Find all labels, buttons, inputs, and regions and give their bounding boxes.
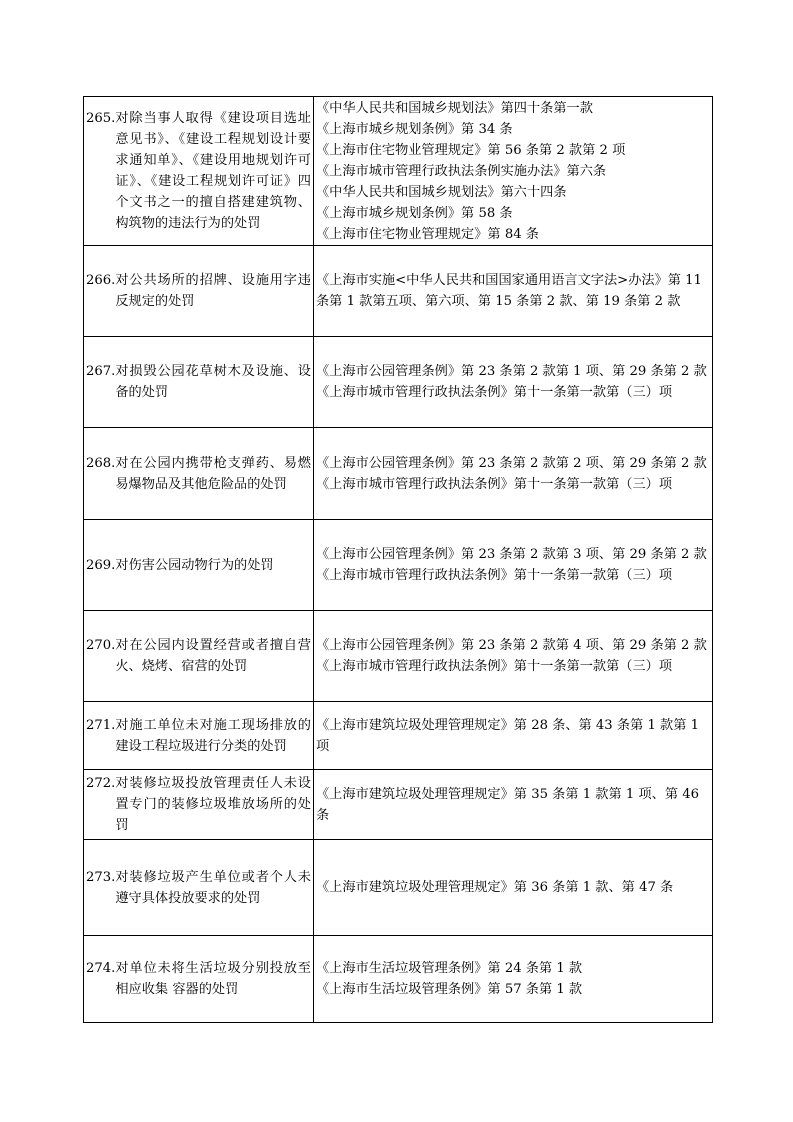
item-number: 267. xyxy=(86,364,116,379)
table-row xyxy=(84,840,713,936)
item-number: 273. xyxy=(86,869,116,885)
item-cell xyxy=(84,520,314,611)
basis-line: 《上海市住宅物业管理规定》第 56 条第 2 款第 2 项 xyxy=(316,142,626,158)
item-cell xyxy=(84,936,314,1023)
basis-line: 《上海市公园管理条例》第 23 条第 2 款第 1 项、第 29 条第 2 款 xyxy=(316,364,707,379)
basis-line: 《中华人民共和国城乡规划法》第六十四条 xyxy=(316,184,567,200)
table-row xyxy=(84,337,713,428)
item-title: 对除当事人取得《建设项目选址意见书》、《建设工程规划设计要求通知单》、《建设用地规划许可证》、《建设工程规划许可证》四个文书之一的擅自搭建建筑物、构筑物的违法行为的处罚 xyxy=(115,111,311,231)
table-row xyxy=(84,936,713,1023)
item-title: 对单位未将生活垃圾分别投放至相应收集 容器的处罚 xyxy=(115,961,311,997)
item-number: 265. xyxy=(86,111,116,126)
basis-cell xyxy=(314,337,713,428)
item-title: 对伤害公园动物行为的处罚 xyxy=(115,557,274,573)
table-row xyxy=(84,770,713,840)
penalty-table xyxy=(83,96,713,1023)
basis-line: 《上海市城市管理行政执法条例》第十一条第一款第（三）项 xyxy=(316,659,673,674)
basis-line: 《上海市公园管理条例》第 23 条第 2 款第 3 项、第 29 条第 2 款 xyxy=(316,547,707,562)
basis-line: 《上海市城市管理行政执法条例》第十一条第一款第（三）项 xyxy=(316,476,673,492)
item-cell xyxy=(84,840,314,936)
item-title: 对损毁公园花草树木及设施、设备的处罚 xyxy=(115,364,311,400)
basis-cell xyxy=(314,97,713,246)
basis-line: 《上海市城乡规划条例》第 34 条 xyxy=(316,121,513,137)
basis-line: 《上海市城市管理行政执法条例》第十一条第一款第（三）项 xyxy=(316,568,673,583)
item-title: 对装修垃圾产生单位或者个人未遵守具体投放要求的处罚 xyxy=(115,869,311,906)
item-title: 对装修垃圾投放管理责任人未设置专门的装修垃圾堆放场所的处罚 xyxy=(115,776,311,833)
basis-cell xyxy=(314,246,713,337)
basis-cell xyxy=(314,428,713,520)
basis-cell xyxy=(314,840,713,936)
item-title: 对在公园内设置经营或者擅自营火、烧烤、宿营的处罚 xyxy=(115,638,311,674)
basis-line: 《上海市公园管理条例》第 23 条第 2 款第 4 项、第 29 条第 2 款 xyxy=(316,638,707,653)
basis-line: 《上海市城市管理行政执法条例》第十一条第一款第（三）项 xyxy=(316,385,673,400)
item-cell xyxy=(84,428,314,520)
item-number: 271. xyxy=(86,717,116,733)
basis-line: 《上海市住宅物业管理规定》第 84 条 xyxy=(316,226,539,242)
basis-cell xyxy=(314,611,713,702)
basis-line: 《上海市生活垃圾管理条例》第 57 条第 1 款 xyxy=(316,982,583,997)
table-row xyxy=(84,520,713,611)
basis-line: 《上海市建筑垃圾处理管理规定》第 28 条、第 43 条第 1 款第 1 项 xyxy=(316,717,699,754)
basis-line: 《上海市建筑垃圾处理管理规定》第 35 条第 1 款第 1 项、第 46 条 xyxy=(316,786,699,823)
item-cell xyxy=(84,97,314,246)
item-number: 269. xyxy=(86,557,116,573)
item-cell xyxy=(84,246,314,337)
item-cell xyxy=(84,770,314,840)
table-row xyxy=(84,702,713,770)
basis-line: 《上海市生活垃圾管理条例》第 24 条第 1 款 xyxy=(316,961,583,976)
basis-line: 《上海市城乡规划条例》第 58 条 xyxy=(316,205,513,221)
table-row xyxy=(84,611,713,702)
table-row xyxy=(84,246,713,337)
basis-line: 《上海市实施<中华人民共和国国家通用语言文字法>办法》第 11 条第 1 款第五项、第六项、第 15 条第 2 款、第 19 条第 2 款 xyxy=(316,273,702,309)
basis-cell xyxy=(314,936,713,1023)
item-title: 对公共场所的招牌、设施用字违反规定的处罚 xyxy=(115,273,311,309)
basis-line: 《上海市建筑垃圾处理管理规定》第 36 条第 1 款、第 47 条 xyxy=(316,880,674,895)
item-title: 对施工单位未对施工现场排放的建设工程垃圾进行分类的处罚 xyxy=(115,717,311,754)
item-number: 270. xyxy=(86,638,116,653)
item-number: 266. xyxy=(86,273,116,288)
basis-cell xyxy=(314,702,713,770)
basis-line: 《上海市城市管理行政执法条例实施办法》第六条 xyxy=(316,163,607,179)
item-cell xyxy=(84,337,314,428)
item-cell xyxy=(84,702,314,770)
item-number: 272. xyxy=(86,776,116,791)
item-number: 274. xyxy=(86,961,116,976)
item-cell xyxy=(84,611,314,702)
item-number: 268. xyxy=(86,455,116,471)
basis-line: 《上海市公园管理条例》第 23 条第 2 款第 2 项、第 29 条第 2 款 xyxy=(316,455,707,471)
item-title: 对在公园内携带枪支弹药、易燃易爆物品及其他危险品的处罚 xyxy=(115,455,311,492)
basis-cell xyxy=(314,770,713,840)
basis-line: 《中华人民共和国城乡规划法》第四十条第一款 xyxy=(316,100,593,116)
table-row xyxy=(84,428,713,520)
basis-cell xyxy=(314,520,713,611)
table-row xyxy=(84,97,713,246)
